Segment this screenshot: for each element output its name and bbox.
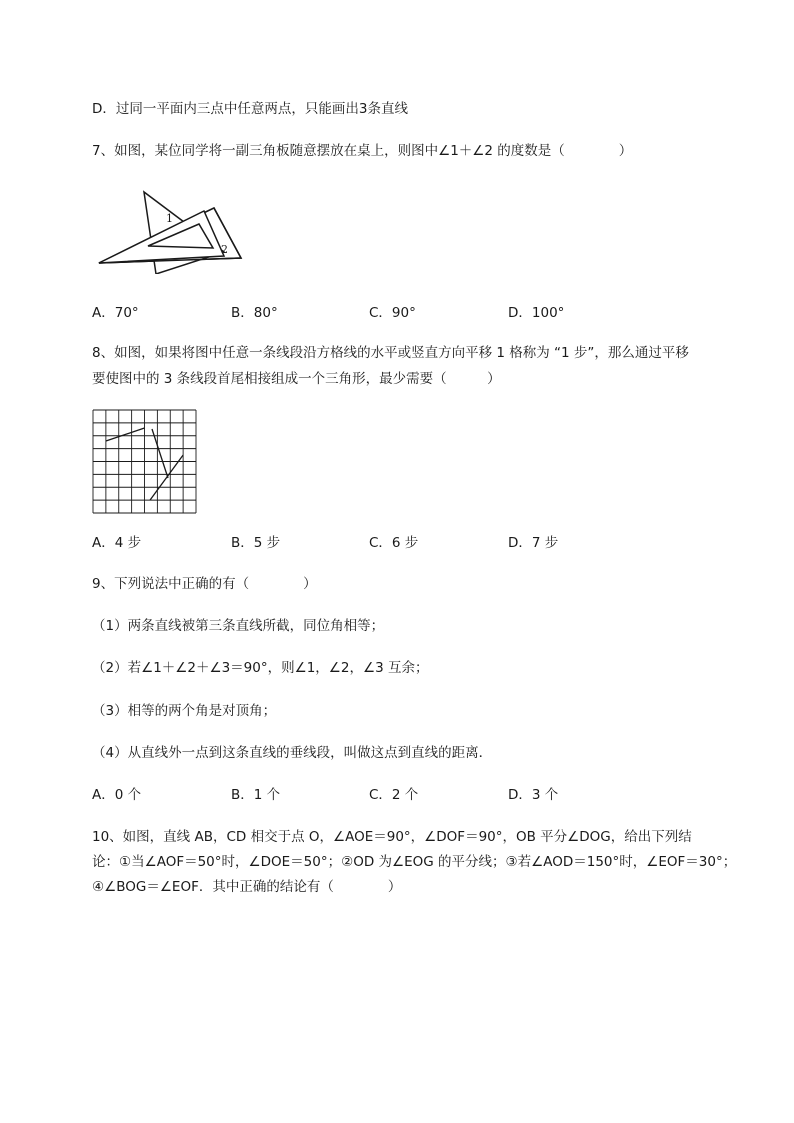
q9-option-a: A．0 个 <box>92 787 142 803</box>
q9-stem: 9、下列说法中正确的有（ ） <box>92 576 317 592</box>
q9-option-c: C．2 个 <box>369 787 419 803</box>
q9-statement-4: （4）从直线外一点到这条直线的垂线段，叫做这点到直线的距离． <box>92 745 493 761</box>
q9-statement-2: （2）若∠1＋∠2＋∠3＝90°，则∠1，∠2，∠3 互余； <box>92 660 429 676</box>
q9-option-d: D．3 个 <box>508 787 559 803</box>
q10-line-1: 10、如图，直线 AB，CD 相交于点 O，∠AOE＝90°，∠DOF＝90°，OB 平分∠DOG，给出下列结 <box>92 829 692 845</box>
q6-option-d: D．过同一平面内三点中任意两点，只能画出3条直线 <box>92 101 408 117</box>
q7-option-b: B．80° <box>231 305 278 321</box>
q9-statement-1: （1）两条直线被第三条直线所截，同位角相等； <box>92 618 385 634</box>
q7-option-d: D．100° <box>508 305 565 321</box>
q8-option-b: B．5 步 <box>231 535 281 551</box>
q10-line-2: 论：①当∠AOF＝50°时，∠DOE＝50°；②OD 为∠EOG 的平分线；③若∠AOD＝150°时，∠EOF＝30°； <box>92 854 737 870</box>
q8-option-d: D．7 步 <box>508 535 559 551</box>
q8-stem-line1: 8、如图，如果将图中任意一条线段沿方格线的水平或竖直方向平移 1 格称为 “1 步”，那么通过平移 <box>92 345 689 361</box>
q9-option-b: B．1 个 <box>231 787 281 803</box>
segment-1 <box>106 428 145 441</box>
q7-figure-triangle-rulers <box>96 186 246 274</box>
q7-stem: 7、如图，某位同学将一副三角板随意摆放在桌上，则图中∠1＋∠2 的度数是（ ） <box>92 143 633 159</box>
q7-option-a: A．70° <box>92 305 139 321</box>
segment-2 <box>152 429 168 478</box>
angle-label-1: 1 <box>166 212 173 225</box>
angle-label-2: 2 <box>221 243 228 256</box>
q8-option-c: C．6 步 <box>369 535 419 551</box>
q10-line-3: ④∠BOG＝∠EOF．其中正确的结论有（ ） <box>92 879 402 895</box>
q8-option-a: A．4 步 <box>92 535 142 551</box>
q9-statement-3: （3）相等的两个角是对顶角； <box>92 703 277 719</box>
q7-option-c: C．90° <box>369 305 416 321</box>
q8-stem-line2: 要使图中的 3 条线段首尾相接组成一个三角形，最少需要（ ） <box>92 371 501 387</box>
q8-figure-grid <box>92 409 198 515</box>
